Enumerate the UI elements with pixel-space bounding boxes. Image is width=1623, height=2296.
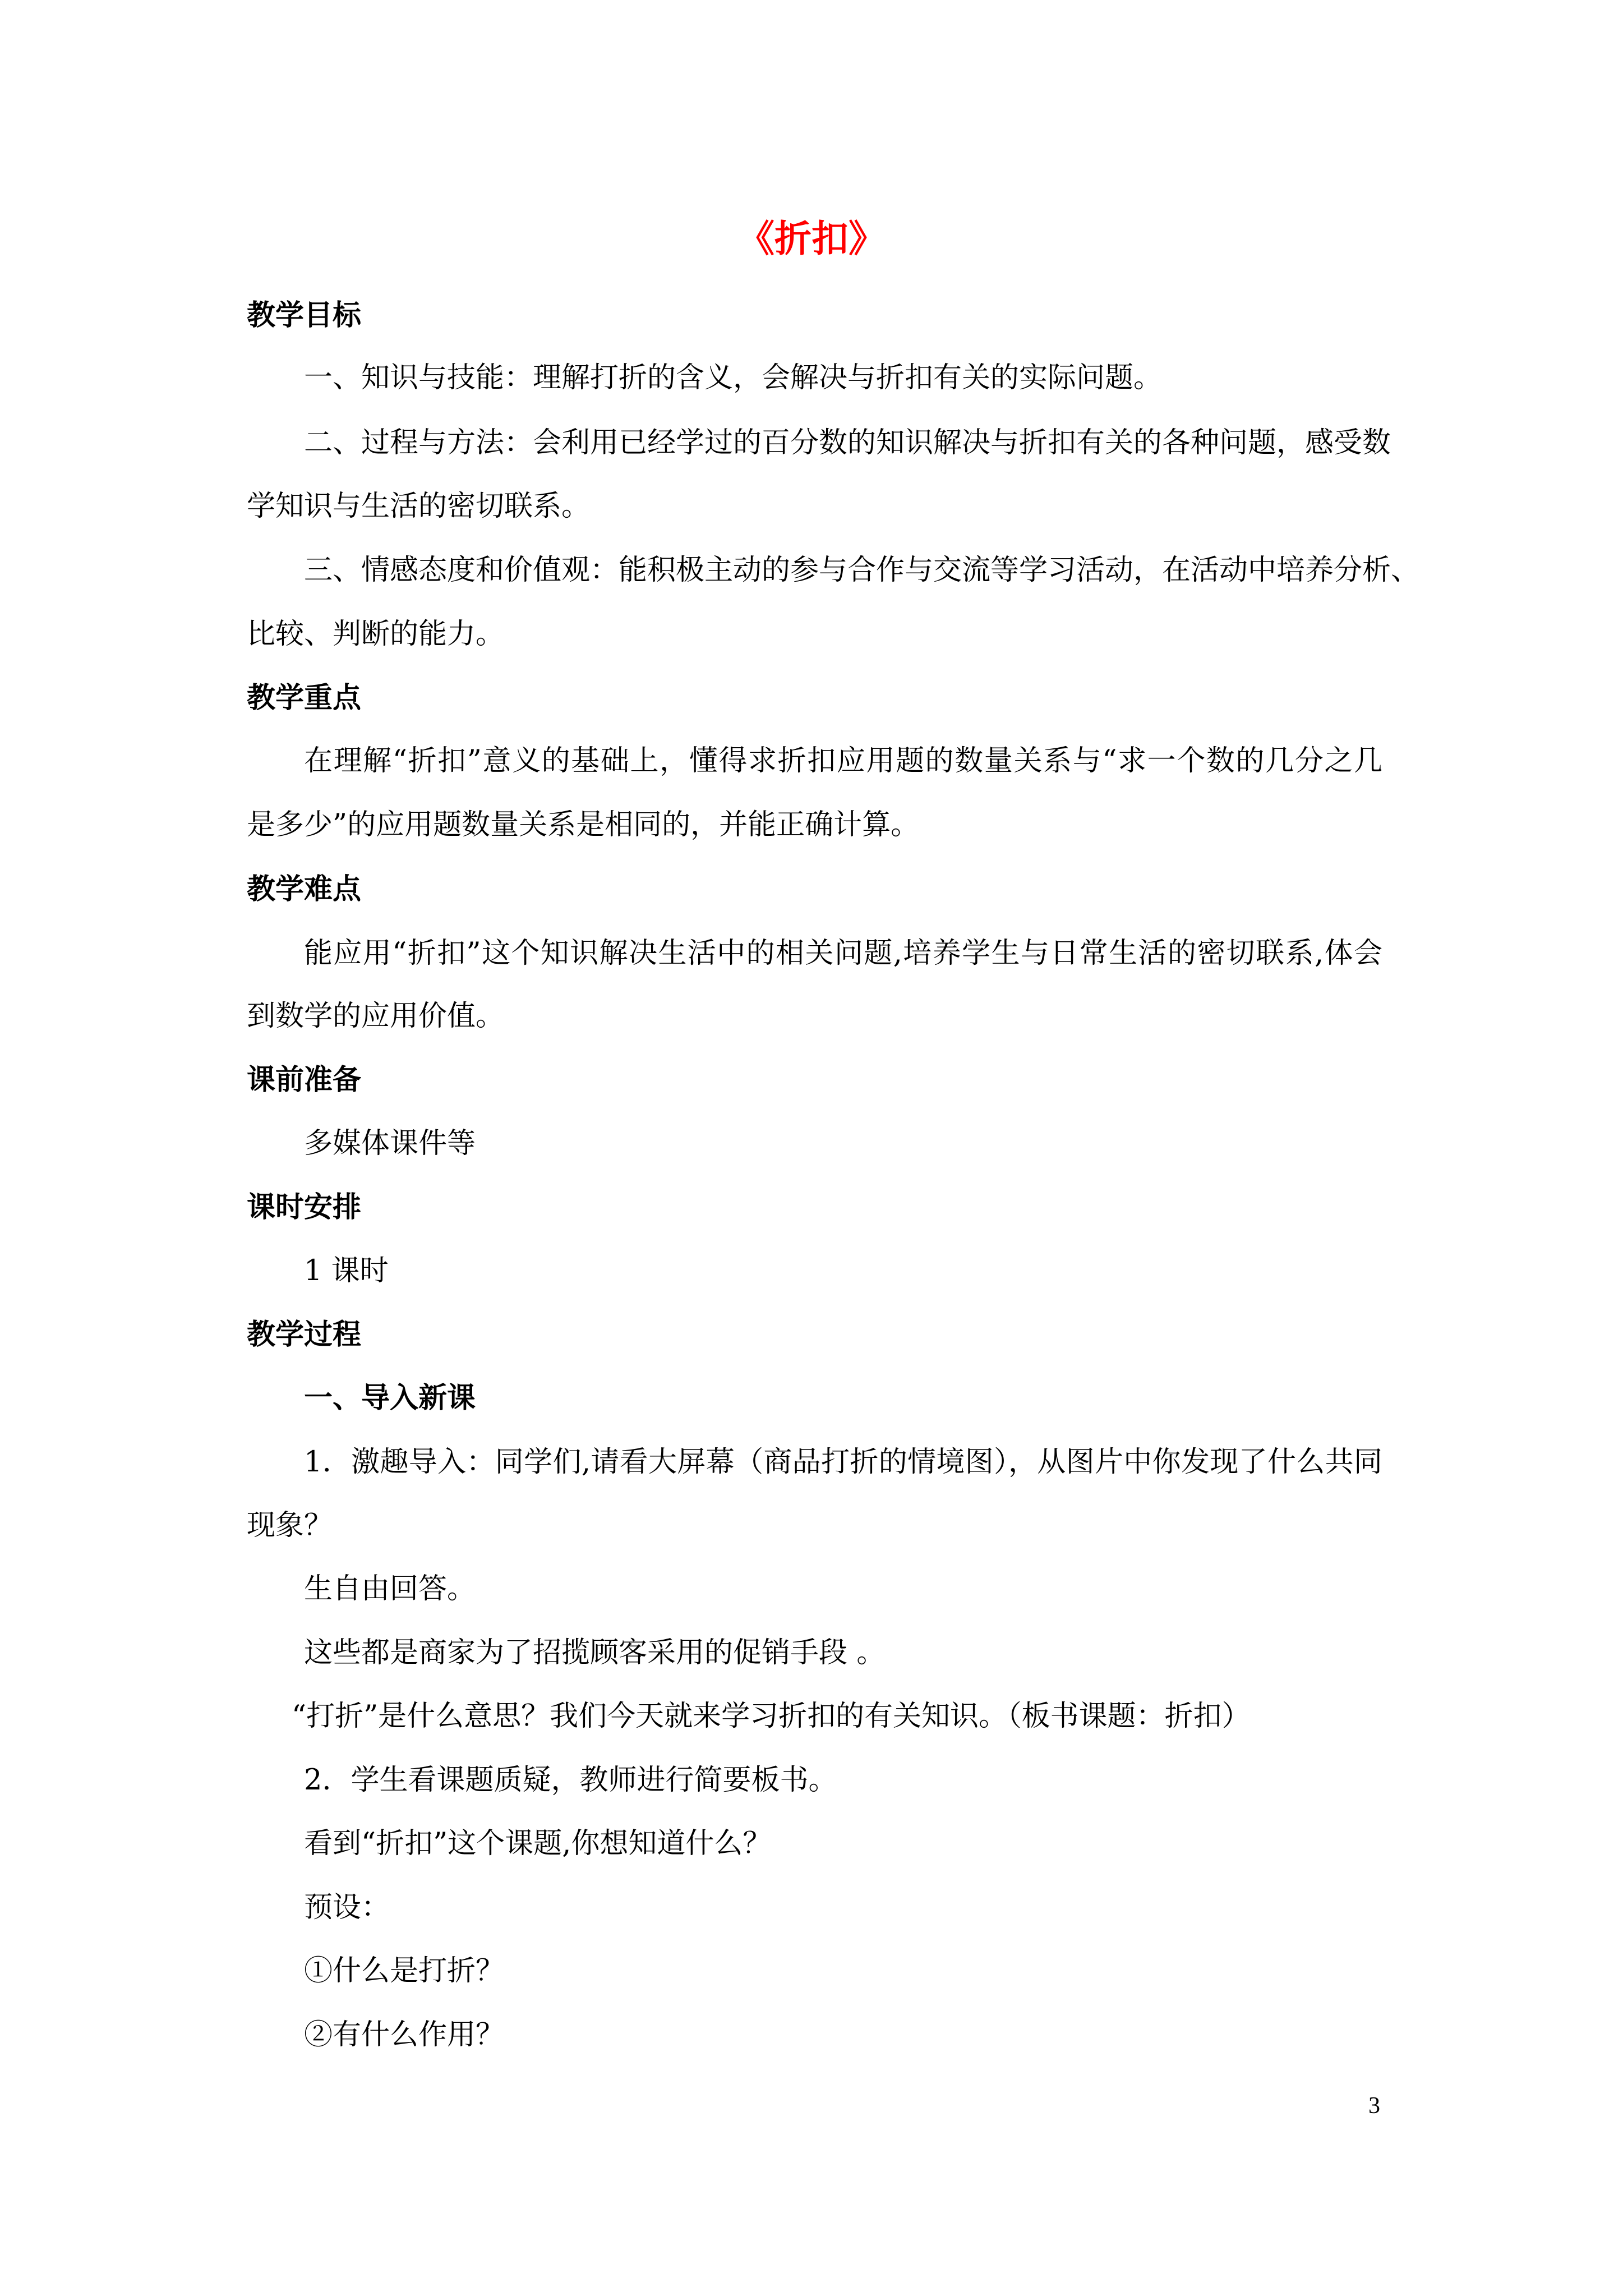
heading-teaching-goals: 教学目标 [247, 298, 362, 332]
document-title: 《折扣》 [737, 217, 886, 260]
heading-step-intro: 一、导入新课 [304, 1381, 476, 1415]
key-point-line1: 在理解“折扣”意义的基础上，懂得求折扣应用题的数量关系与“求一个数的几分之几 [304, 744, 1382, 777]
question-text: 看到“折扣”这个课题,你想知道什么？ [304, 1827, 772, 1860]
preset-label: 预设： [304, 1891, 390, 1924]
goal-attitude-line1: 三、情感态度和价值观：能积极主动的参与合作与交流等学习活动，在活动中培养分析、 [304, 554, 1420, 587]
goal-knowledge: 一、知识与技能：理解打折的含义，会解决与折扣有关的实际问题。 [304, 361, 1163, 394]
goal-attitude-line2: 比较、判断的能力。 [247, 618, 505, 651]
intro-paragraph-line2: 现象？ [247, 1509, 333, 1542]
page-number: 3 [1368, 2093, 1380, 2119]
schedule-text: 1 课时 [304, 1254, 389, 1287]
key-point-line2: 是多少”的应用题数量关系是相同的，并能正确计算。 [247, 808, 920, 841]
preset-item-2: ②有什么作用？ [304, 2018, 505, 2051]
preset-item-1: ①什么是打折？ [304, 1954, 505, 1987]
difficulty-line2: 到数学的应用价值。 [247, 1000, 505, 1033]
heading-schedule: 课时安排 [247, 1190, 362, 1224]
intro-paragraph-line1: 1．激趣导入：同学们,请看大屏幕（商品打折的情境图），从图片中你发现了什么共同 [304, 1446, 1382, 1479]
difficulty-line1: 能应用“折扣”这个知识解决生活中的相关问题,培养学生与日常生活的密切联系,体会 [304, 937, 1382, 970]
promotion-text: 这些都是商家为了招揽顾客采用的促销手段 。 [304, 1636, 886, 1669]
heading-difficulties: 教学难点 [247, 872, 362, 906]
goal-process-line2: 学知识与生活的密切联系。 [247, 490, 591, 523]
goal-process-line1: 二、过程与方法：会利用已经学过的百分数的知识解决与折扣有关的各种问题，感受数 [304, 426, 1391, 459]
student-answer-text: 生自由回答。 [304, 1572, 476, 1605]
step-2-text: 2．学生看课题质疑，教师进行简要板书。 [304, 1764, 837, 1797]
heading-key-points: 教学重点 [247, 681, 362, 715]
heading-teaching-process: 教学过程 [247, 1318, 362, 1351]
discount-question-text: “打折”是什么意思？我们今天就来学习折扣的有关知识。（板书课题：折扣） [292, 1700, 1251, 1733]
heading-preparation: 课前准备 [247, 1063, 362, 1097]
preparation-text: 多媒体课件等 [304, 1127, 476, 1160]
